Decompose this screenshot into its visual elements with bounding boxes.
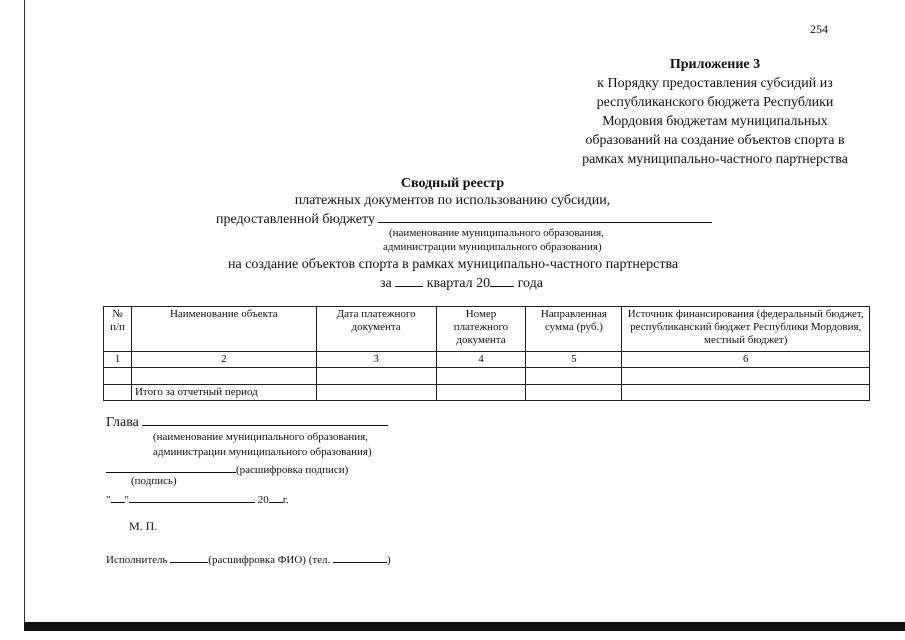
date-quote-close: " [124,494,129,506]
table-header-cell: № п/п [104,307,132,352]
column-number: 6 [622,352,870,368]
registry-line-3: на создание объектов спорта в рамках муниципально-частного партнерства [228,257,679,272]
column-number: 4 [436,352,526,368]
table-header-cell: Номер платежного документа [436,307,526,352]
period-line [380,274,543,292]
signature-decoding-line [106,460,348,476]
page-bottom-border [24,622,905,631]
table-cell[interactable] [104,385,132,401]
quarter-field[interactable] [395,274,423,287]
executor-line [106,550,391,566]
head-label: Глава [106,415,139,430]
day-field[interactable] [111,490,125,503]
table-header-cell: Направленная сумма (руб.) [526,307,622,352]
month-field[interactable] [129,490,255,503]
total-label: Итого за отчетный период [131,385,316,401]
table-numbering-row [104,352,870,368]
page-left-border [24,0,25,624]
signature-caption: (подпись) [131,475,177,487]
phone-field[interactable] [333,550,387,563]
table-cell[interactable] [316,368,436,385]
table-cell[interactable] [526,385,622,401]
appendix-line: к Порядку предоставления субсидий из [597,76,833,91]
period-suffix: года [517,276,543,291]
table-cell[interactable] [104,368,132,385]
column-number: 2 [131,352,316,368]
appendix-line: Мордовия бюджетам муниципальных [602,114,828,129]
head-line [106,413,388,431]
head-caption-2: администрации муниципального образования) [153,446,372,458]
table-cell[interactable] [316,385,436,401]
date-line [106,490,289,506]
registry-line-2 [216,210,712,228]
date-year-field[interactable] [269,490,283,503]
head-name-field[interactable] [142,413,388,426]
executor-mid: (расшифровка ФИО) (тел. [208,554,331,566]
appendix-line: республиканского бюджета Республики [596,95,834,110]
date-quote-open: " [106,494,111,506]
registry-table [103,306,870,401]
table-header-row [104,307,870,352]
table-cell[interactable] [622,368,870,385]
period-mid: квартал 20 [426,276,491,291]
executor-suffix: ) [387,554,391,566]
budget-caption-2: администрации муниципального образования) [383,241,602,253]
table-header-cell: Наименование объекта [131,307,316,352]
appendix-block [560,55,870,169]
column-number: 3 [316,352,436,368]
executor-prefix: Исполнитель [106,554,168,566]
registry-line-2-prefix: предоставленной бюджету [216,212,375,227]
year-suffix: г. [282,494,289,506]
appendix-line: рамках муниципально-частного партнерства [582,152,848,167]
column-number: 1 [104,352,132,368]
decoding-caption: (расшифровка подписи) [236,464,349,476]
year-field[interactable] [490,274,514,287]
table-cell[interactable] [526,368,622,385]
table-total-row [104,385,870,401]
budget-name-field[interactable] [378,210,712,223]
signature-field[interactable] [106,460,236,473]
table-header-cell: Источник финансирования (федеральный бюджет, республиканский бюджет Республики Мордовия, местный бюджет) [622,307,870,352]
head-caption-1: (наименование муниципального образования, [153,431,368,443]
table-cell[interactable] [622,385,870,401]
executor-field[interactable] [170,550,208,563]
table-cell[interactable] [436,368,526,385]
table-cell[interactable] [131,368,316,385]
budget-caption-1: (наименование муниципального образования, [389,227,604,239]
table-cell[interactable] [436,385,526,401]
appendix-title: Приложение 3 [669,57,761,72]
column-number: 5 [526,352,622,368]
table-row [104,368,870,385]
registry-title: Сводный реестр [400,176,505,191]
registry-line-1: платежных документов по использованию субсидии, [294,193,611,208]
year-prefix: 20 [257,494,269,506]
page-number: 254 [810,22,828,36]
appendix-line: образований на создание объектов спорта в [585,133,845,148]
period-prefix: за [380,276,392,291]
stamp-label: М. П. [129,519,158,533]
table-header-cell: Дата платежного документа [316,307,436,352]
